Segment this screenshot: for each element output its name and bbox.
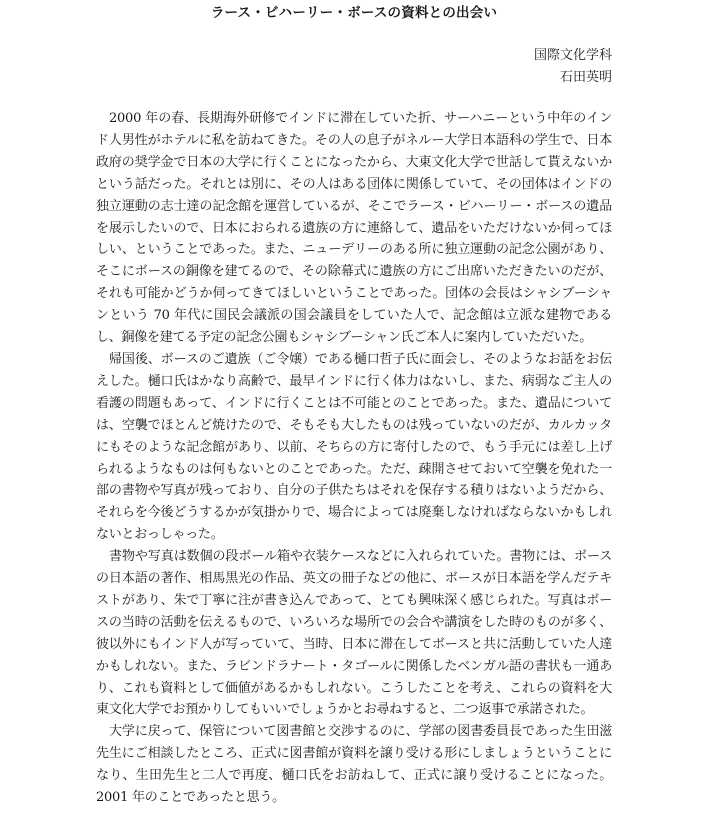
author-affiliation: 国際文化学科 <box>533 48 612 63</box>
body-paragraph-3: 書物や写真は数個の段ボール箱や衣装ケースなどに入れられていた。書物には、ボースの日本語の著作、相馬黒光の作品、英文の冊子などの他に、ボースが日本語を学んだテキストがあり、朱で丁寧に注が書き込んであって、とても興味深く感じられた。写真はボースの当時の活動を伝えるもので、いろいろな場所での会合や講演をした時のものが多く、彼以外にもインド人が写っていて、当時、日本に滞在してボースと共に活動していた人達かもしれない。また、ラビンドラナート・タゴールに関係したベンガル語の書状も一通あり、これも資料として価値があるかもしれない。こうしたことを考え、これらの資料を大東文化大学でお預かりしてもいいでしょうかとお尋ねすると、二つ返事で承諾された。 <box>96 549 612 718</box>
document-title: ラース・ビハーリー・ボースの資料との出会い <box>210 5 498 21</box>
author-name: 石田英明 <box>559 70 612 85</box>
body-paragraph-2: 帰国後、ボースのご遺族（ご令嬢）である樋口哲子氏に面会し、そのようなお話をお伝えした。樋口氏はかなり高齢で、最早インドに行く体力はないし、また、病弱なご主人の看護の問題もあって、インドに行くことは不可能とのことであった。また、遺品については、空襲でほとんど焼けたので、そもそも大したものは残っていないのだが、カルカッタにもそのような記念館があり、以前、そちらの方に寄付したので、もう手元には差し上げられるようなものは何もないとのことであった。ただ、疎開させておいて空襲を免れた一部の書物や写真が残っており、自分の子供たちはそれを保存する積りはないようだから、それらを今後どうするかが気掛かりで、場合によっては廃棄しなければならないかもしれないとおっしゃった。 <box>96 351 612 543</box>
document-page <box>96 0 612 806</box>
body-paragraph-1: 2000 年の春、長期海外研修でインドに滞在していた折、サーハニーという中年のインド人男性がホテルに私を訪ねてきた。その人の息子がネルー大学日本語科の学生で、日本政府の奨学金で日本の大学に行くことになったから、大東文化大学で世話して貰えないかという話だった。それとは別に、その人はある団体に関係していて、その団体はインドの独立運動の志士達の記念館を運営しているが、そこでラース・ビハーリー・ボースの遺品を展示したいので、日本におられる遺族の方に連絡して、遺品をいただけないか伺ってほしい、ということであった。また、ニューデリーのある所に独立運動の記念公園があり、そこにボースの銅像を建てるので、その除幕式に遺族の方にご出席いただきたいのだが、それも可能かどうか伺ってきてほしいということであった。団体の会長はシャシブーシャンという 70 年代に国民会議派の国会議員をしていた人で、記念館は立派な建物であるし、銅像を建てる予定の記念公園もシャシブーシャン氏ご本人に案内していただいた。 <box>96 111 612 346</box>
body-paragraph-4: 大学に戻って、保管について図書館と交渉するのに、学部の図書委員長であった生田滋先生にご相談したところ、正式に図書館が資料を譲り受ける形にしましょうということになり、生田先生と二人で再度、樋口氏をお訪ねして、正式に譲り受けることになった。2001 年のことであったと思う。 <box>96 724 612 806</box>
document-body <box>96 108 612 809</box>
